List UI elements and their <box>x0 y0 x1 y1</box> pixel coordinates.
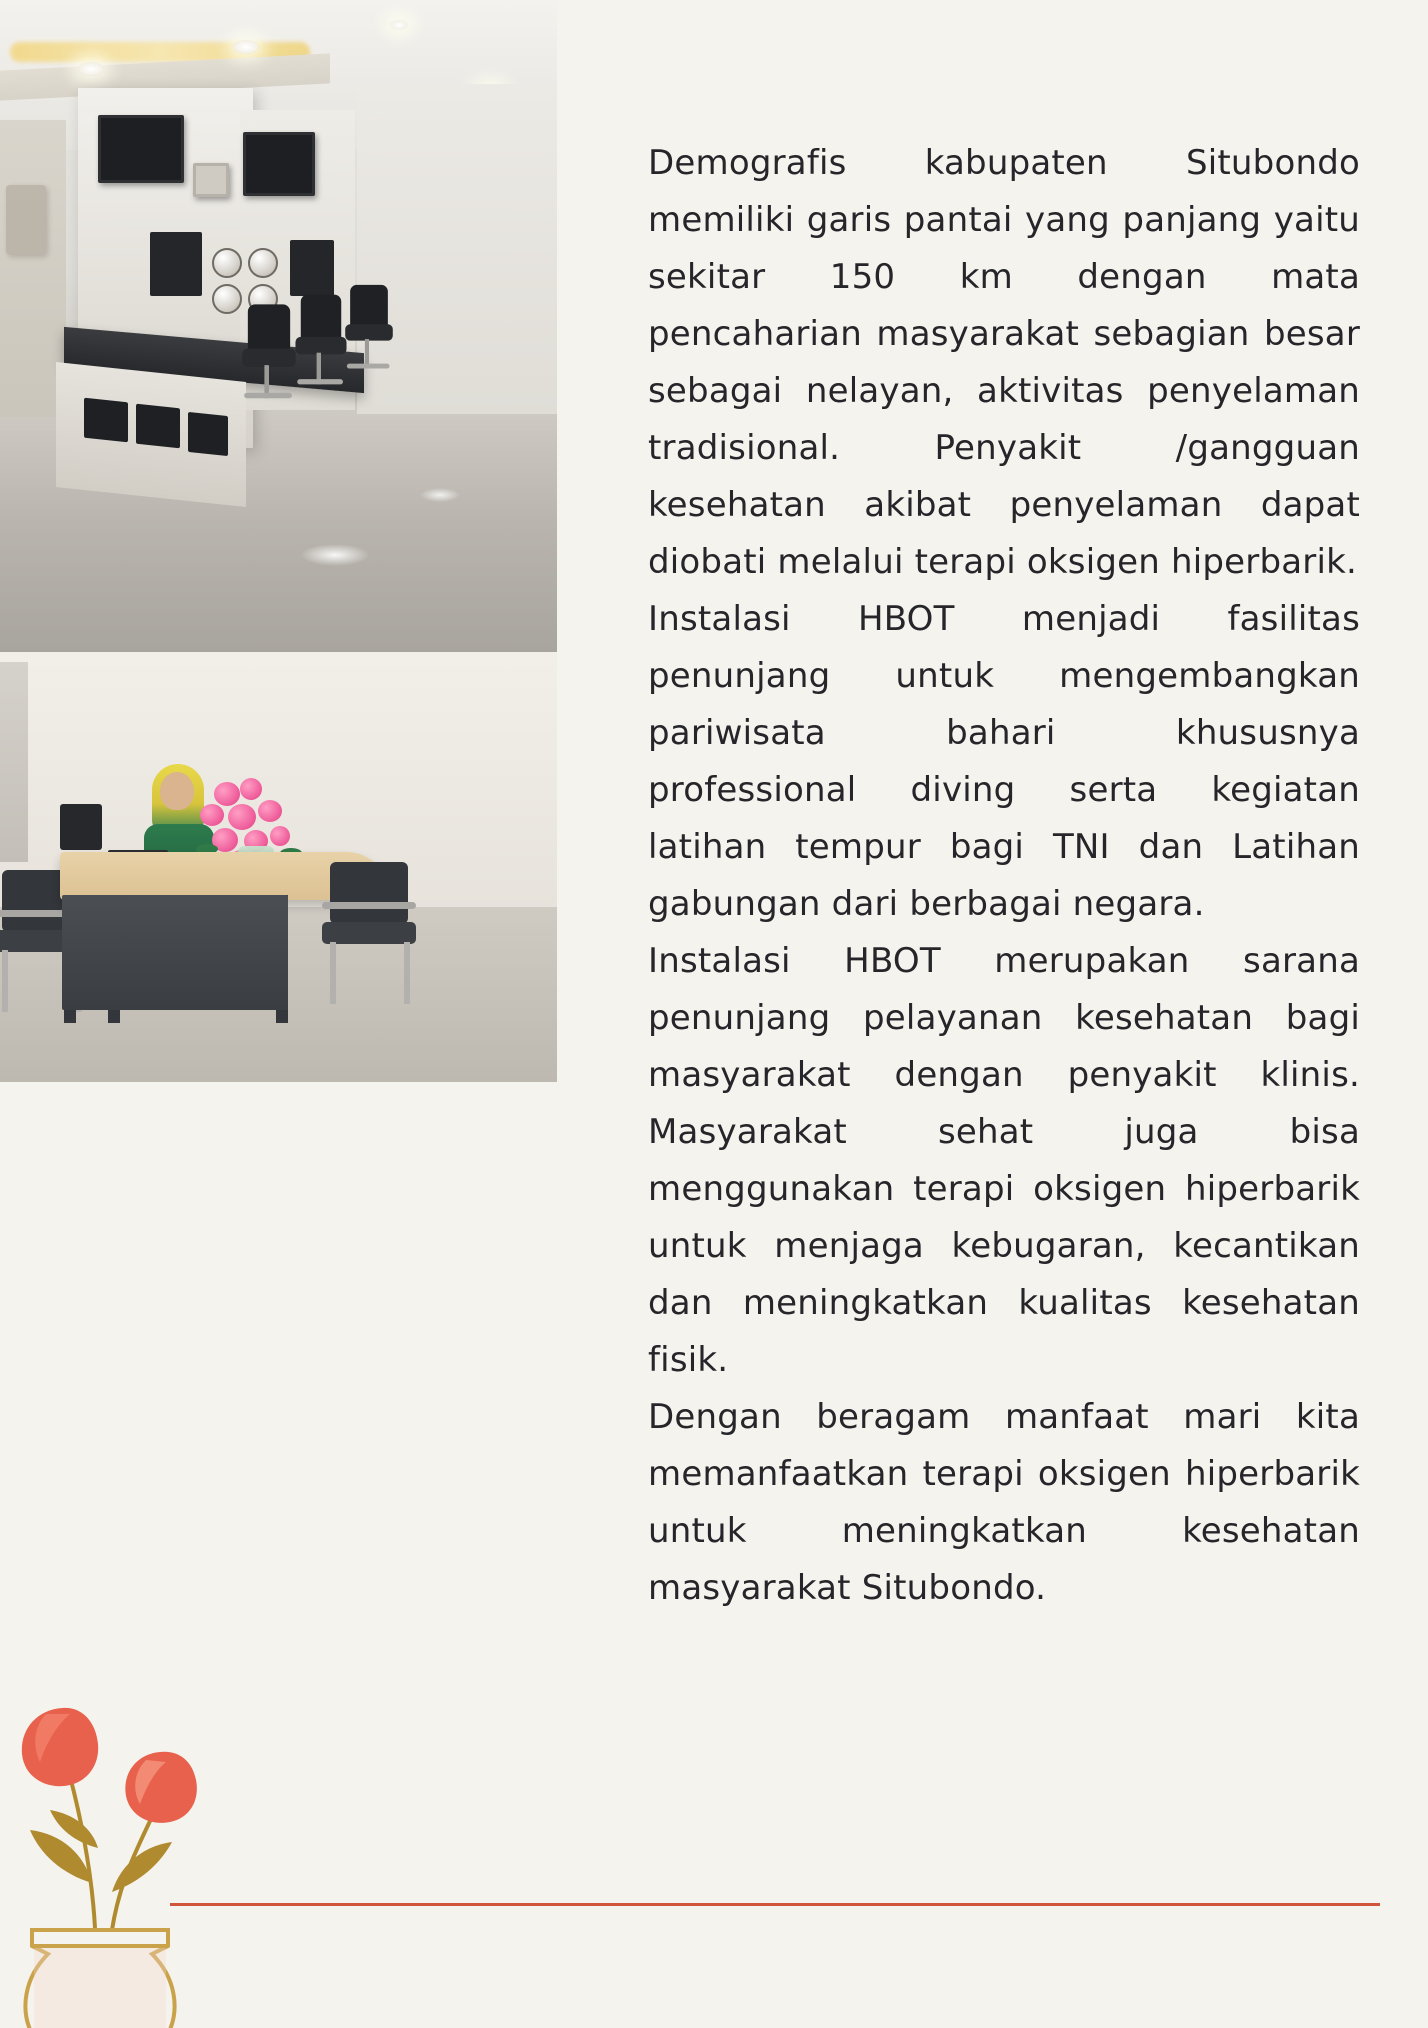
paragraph-sarana-pelayanan: Instalasi HBOT merupakan sarana penunjang pelayanan kesehatan bagi masyarakat dengan penyakit klinis. Masyarakat sehat juga bisa menggunakan terapi oksigen hiperbarik untuk menjaga kebugaran, kecantikan dan meningkatkan kualitas kesehatan fisik. <box>648 941 1360 1380</box>
accent-divider-line <box>170 1903 1380 1906</box>
body-text-column <box>648 135 1360 1617</box>
flower-vase-illustration <box>0 1678 300 2028</box>
hbot-administration-office-photo <box>0 652 557 1082</box>
paragraph-ajakan: Dengan beragam manfaat mari kita memanfaatkan terapi oksigen hiperbarik untuk meningkatkan kesehatan masyarakat Situbondo. <box>648 1397 1360 1608</box>
hyperbaric-chamber-control-room-photo <box>0 0 557 652</box>
visitor-chair-right <box>322 862 418 1012</box>
photo-column <box>0 0 557 1082</box>
paragraph-demografi: Demografis kabupaten Situbondo memiliki garis pantai yang panjang yaitu sekitar 150 km dengan mata pencaharian masyarakat sebagian besar sebagai nelayan, aktivitas penyelaman tradisional. Penyakit /gangguan kesehatan akibat penyelaman dapat diobati melalui terapi oksigen hiperbarik. <box>648 143 1360 582</box>
paragraph-fasilitas-penunjang: Instalasi HBOT menjadi fasilitas penunjang untuk mengembangkan pariwisata bahari khususnya professional diving serta kegiatan latihan tempur bagi TNI dan Latihan gabungan dari berbagai negara. <box>648 599 1360 924</box>
